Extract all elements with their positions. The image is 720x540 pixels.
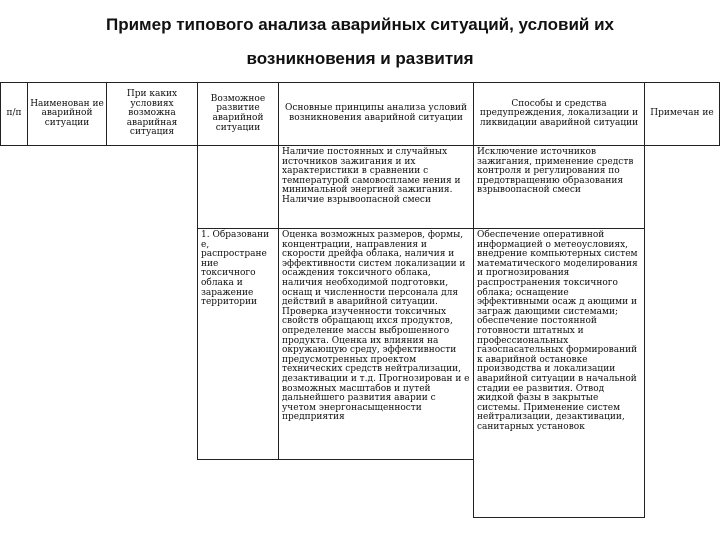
row-2-methods: Обеспечение оперативной информацией о метеоусловиях, внедрение компьютерных систем математического моделирования и прогнозирования распространения токсичного облака; оснащение эффективными осаж д ающими и заграж дающими системами; обеспечение постоянной готовности штатных и профессиональных газоспасательных формирований к аварийной остановке производства и локализации аварийной ситуации в начальной стадии ее развития. Отвод жидкой фазы в закрытые системы. Применение систем нейтрализации, дезактивации, санитарных установок xyxy=(473,228,645,518)
row-2-principles: Оценка возможных размеров, формы, концентрации, направления и скорости дрейфа облака, наличия и эффективности систем локализации и осаждения токсичного облака, наличия необходимой подготовки, оснащ и численности персонала для действий в аварийной ситуации. Проверка изученности токсичных свойств обращающ ихся продуктов, определение массы выброшенного продукта. Оценка их влияния на окружающую среду, эффективности предусмотренных проектом технических средств нейтрализации, дезактивации и т.д. Прогнозирован и е возможных масштабов и путей дальнейшего развития аварии с учетом энергонасыщенности предприятия xyxy=(278,228,474,460)
row-1-development xyxy=(197,145,279,229)
row-1-principles: Наличие постоянных и случайных источников зажигания и их характеристики в сравнении с температурой самовоспламе нения и минимальной энергией зажигания. Наличие взрывоопасной смеси xyxy=(278,145,474,229)
header-development: Возможное развитие аварийной ситуации xyxy=(197,82,279,146)
row-1-methods: Исключение источников зажигания, применение средств контроля и регулирования по предотвращению образования взрывоопасной смеси xyxy=(473,145,645,229)
header-note: Примечан ие xyxy=(644,82,720,146)
header-principles: Основные принципы анализа условий возникновения аварийной ситуации xyxy=(278,82,474,146)
page-title xyxy=(0,8,720,76)
title-line-1: Пример типового анализа аварийных ситуаций, условий их xyxy=(106,15,614,34)
header-name: Наименован ие аварийной ситуации xyxy=(27,82,107,146)
header-methods: Способы и средства предупреждения, локализации и ликвидации аварийной ситуации xyxy=(473,82,645,146)
title-line-2: возникновения и развития xyxy=(246,49,474,68)
header-conditions: При каких условиях возможна аварийная ситуация xyxy=(106,82,198,146)
row-2-development: 1. Образовани е, распростране ние токсичного облака и заражение территории xyxy=(197,228,279,460)
header-num: п/п xyxy=(0,82,28,146)
